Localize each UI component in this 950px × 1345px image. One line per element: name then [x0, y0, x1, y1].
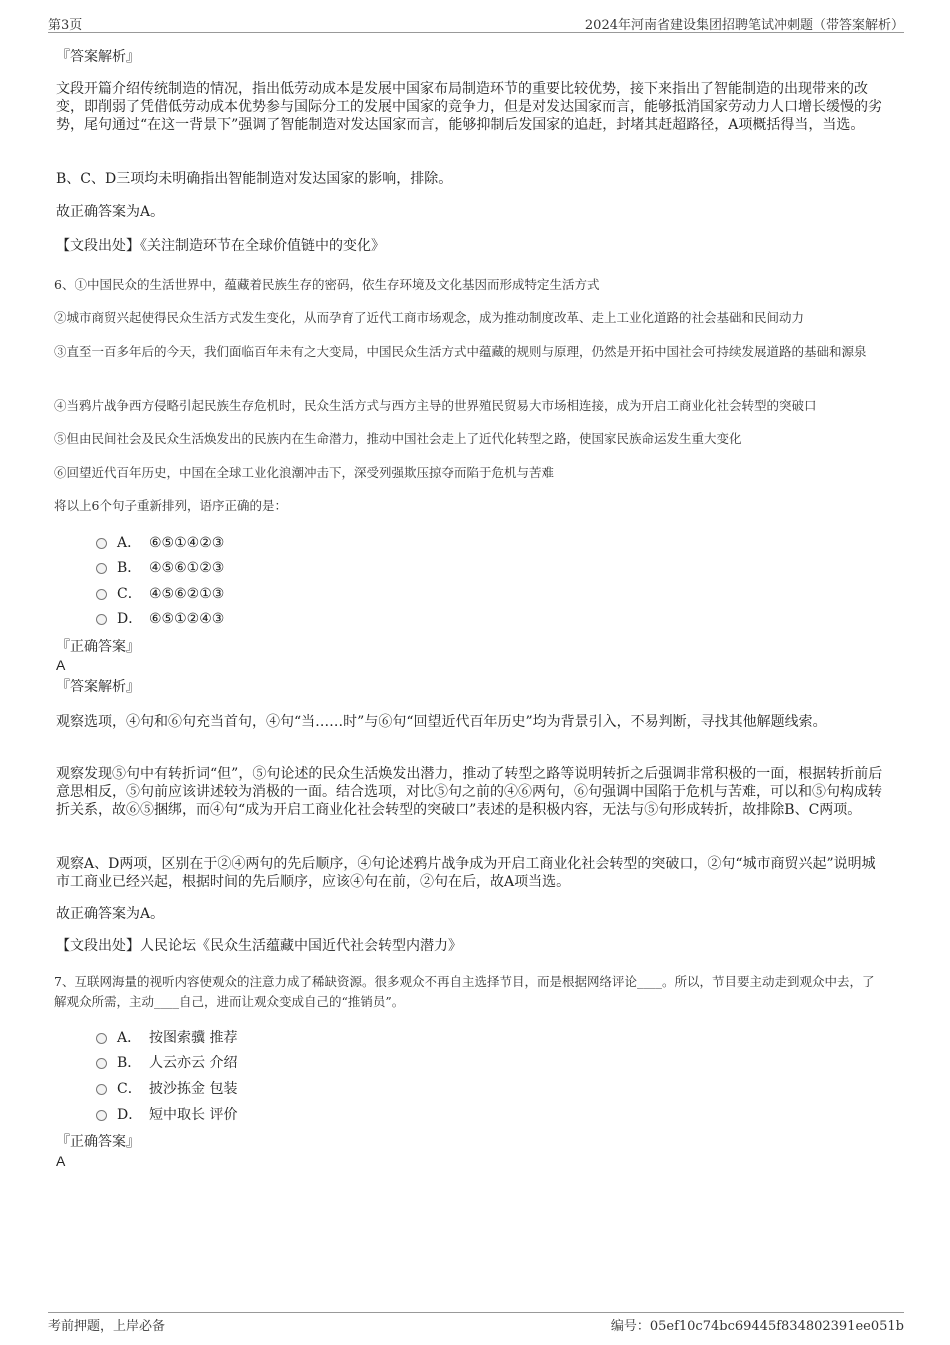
radio-icon[interactable] [96, 1058, 107, 1069]
q5-analysis-paragraph: B、C、D三项均未明确指出智能制造对发达国家的影响，排除。 [56, 171, 453, 187]
q6-sentence: ④当鸦片战争西方侵略引起民族生存危机时，民众生活方式与西方主导的世界殖民贸易大市场相连接，成为开启工商业化社会转型的突破口 [54, 398, 817, 413]
option-text: 按图索骥 推荐 [149, 1030, 238, 1046]
q6-analysis-paragraph: 故正确答案为A。 [56, 906, 165, 922]
q6-option-c[interactable] [96, 584, 224, 604]
q7-option-b[interactable] [96, 1053, 237, 1073]
option-text: ④⑤⑥②①③ [149, 586, 225, 602]
q5-analysis-label: 『答案解析』 [56, 49, 140, 65]
q6-source: 【文段出处】人民论坛《民众生活蕴藏中国近代社会转型内潜力》 [56, 938, 462, 954]
option-letter: C． [117, 586, 142, 602]
document-title: 2024年河南省建设集团招聘笔试冲刺题（带答案解析） [584, 18, 904, 33]
option-letter: A． [117, 1030, 142, 1046]
page-footer [48, 1312, 904, 1335]
page-number: 第3页 [48, 18, 83, 33]
q6-sentence: ②城市商贸兴起使得民众生活方式发生变化，从而孕育了近代工商市场观念，成为推动制度改革、走上工业化道路的社会基础和民间动力 [54, 310, 805, 325]
document-id: 编号：05ef10c74bc69445f834802391ee051b [610, 1319, 904, 1334]
option-letter: B． [117, 560, 142, 576]
option-text: 短中取长 评价 [149, 1107, 238, 1123]
q7-option-d[interactable] [96, 1105, 237, 1125]
radio-icon[interactable] [96, 563, 107, 574]
q6-analysis-paragraph: 观察A、D两项，区别在于②④两句的先后顺序，④句论述鸦片战争成为开启工商业化社会转型的突破口，②句“城市商贸兴起”说明城市工商业已经兴起，根据时间的先后顺序，应该④句在前，②句在后，故A项当选。 [56, 856, 876, 890]
option-text: ⑥⑤①④②③ [149, 535, 225, 551]
radio-icon[interactable] [96, 538, 107, 549]
q6-sentence: 6、①中国民众的生活世界中，蕴藏着民族生存的密码，依生存环境及文化基因而形成特定生活方式 [54, 277, 600, 292]
q6-analysis-paragraph: 观察选项，④句和⑥句充当首句，④句“当……时”与⑥句“回望近代百年历史”均为背景引入，不易判断，寻找其他解题线索。 [56, 714, 827, 730]
option-letter: C． [117, 1081, 142, 1097]
q6-answer-label: 『正确答案』 [56, 639, 140, 655]
page-header [48, 14, 904, 33]
q6-option-d[interactable] [96, 609, 224, 629]
q6-analysis-paragraph: 观察发现⑤句中有转折词“但”，⑤句论述的民众生活焕发出潜力，推动了转型之路等说明转折之后强调非常积极的一面，根据转折前后意思相反，⑤句前应该讲述较为消极的一面。结合选项，对比⑤句之前的④⑥两句，⑥句强调中国陷于危机与苦难，可以和⑤句构成转折关系，故⑥⑤捆绑，而④句“成为开启工商业化社会转型的突破口”表述的是积极内容，无法与⑤句形成转折，故排除B、C两项。 [56, 766, 883, 818]
radio-icon[interactable] [96, 1033, 107, 1044]
radio-icon[interactable] [96, 614, 107, 625]
q7-answer: A [56, 1153, 66, 1169]
q6-sentence: ⑥回望近代百年历史，中国在全球工业化浪潮冲击下，深受列强欺压掠夺而陷于危机与苦难 [54, 465, 555, 480]
footer-slogan: 考前押题，上岸必备 [48, 1319, 166, 1334]
radio-icon[interactable] [96, 1110, 107, 1121]
option-text: ④⑤⑥①②③ [149, 560, 225, 576]
option-letter: D． [117, 1107, 143, 1123]
q6-analysis-label: 『答案解析』 [56, 679, 140, 695]
q6-option-b[interactable] [96, 558, 224, 578]
option-text: ⑥⑤①②④③ [149, 611, 225, 627]
option-letter: B． [117, 1055, 142, 1071]
q6-sentence: ⑤但由民间社会及民众生活焕发出的民族内在生命潜力，推动中国社会走上了近代化转型之路，使国家民族命运发生重大变化 [54, 431, 742, 446]
q6-option-a[interactable] [96, 533, 224, 553]
option-letter: D． [117, 611, 143, 627]
q7-option-a[interactable] [96, 1028, 237, 1048]
q5-source: 【文段出处】《关注制造环节在全球价值链中的变化》 [56, 238, 385, 254]
q6-prompt: 将以上6个句子重新排列，语序正确的是： [54, 498, 287, 513]
q6-answer: A [56, 657, 66, 673]
option-letter: A． [117, 535, 142, 551]
q5-analysis-paragraph: 文段开篇介绍传统制造的情况，指出低劳动成本是发展中国家布局制造环节的重要比较优势，接下来指出了智能制造的出现带来的改变，即削弱了凭借低劳动成本优势参与国际分工的发展中国家的竞争力，但是对发达国家而言，能够抵消国家劳动力人口增长缓慢的劣势，尾句通过“在这一背景下”强调了智能制造对发达国家而言，能够抑制后发国家的追赶，封堵其赶超路径，A项概括得当，当选。 [56, 81, 882, 133]
q7-stem: 7、互联网海量的视听内容使观众的注意力成了稀缺资源。很多观众不再自主选择节目，而是根据网络评论____。所以，节目要主动走到观众中去，了解观众所需，主动____自己，进而让观众变成自己的“推销员”。 [54, 974, 875, 1009]
q5-analysis-paragraph: 故正确答案为A。 [56, 204, 165, 220]
radio-icon[interactable] [96, 589, 107, 600]
radio-icon[interactable] [96, 1084, 107, 1095]
q6-sentence: ③直至一百多年后的今天，我们面临百年未有之大变局，中国民众生活方式中蕴藏的规则与原理，仍然是开拓中国社会可持续发展道路的基础和源泉 [54, 344, 867, 359]
option-text: 披沙拣金 包装 [149, 1081, 238, 1097]
q7-option-c[interactable] [96, 1079, 237, 1099]
option-text: 人云亦云 介绍 [149, 1055, 238, 1071]
q7-answer-label: 『正确答案』 [56, 1134, 140, 1150]
